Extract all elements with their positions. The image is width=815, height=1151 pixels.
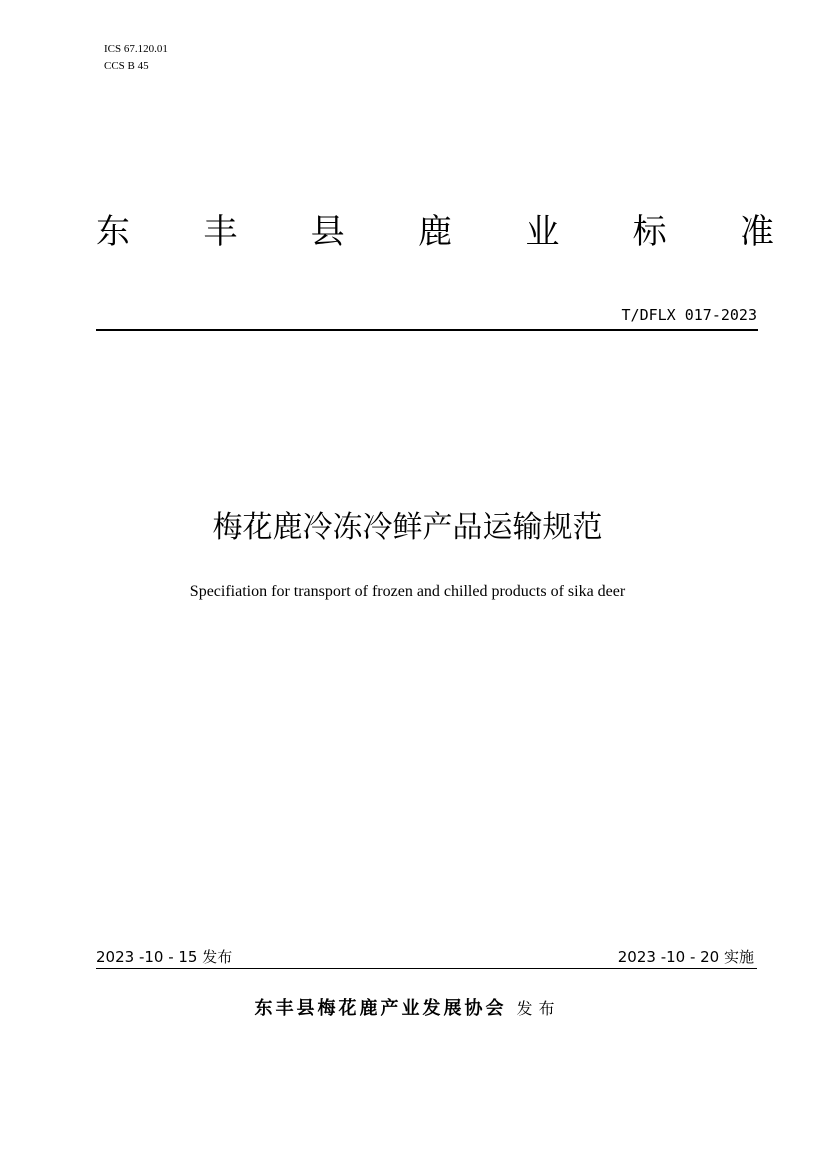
header-divider xyxy=(96,329,758,331)
standard-category-title xyxy=(96,212,774,252)
standard-title-char: 丰 xyxy=(203,212,238,252)
standard-number: T/DFLX 017-2023 xyxy=(621,306,757,324)
ics-code: ICS 67.120.01 xyxy=(104,43,168,55)
standard-title-char: 标 xyxy=(632,212,667,252)
publisher-action: 发布 xyxy=(516,999,561,1018)
implement-date: 2023 -10 - 20 实施 xyxy=(617,948,754,966)
standard-title-char: 县 xyxy=(310,212,345,252)
document-subtitle: Specifiation for transport of frozen and chilled products of sika deer xyxy=(189,583,626,600)
publish-date: 2023 -10 - 15 发布 xyxy=(96,948,233,966)
standard-title-char: 业 xyxy=(525,212,560,252)
standard-title-char: 准 xyxy=(739,212,774,252)
ccs-code: CCS B 45 xyxy=(104,60,149,72)
classification-codes xyxy=(104,41,168,75)
document-title: 梅花鹿冷冻冷鲜产品运输规范 xyxy=(212,510,603,545)
standard-title-char: 鹿 xyxy=(417,212,452,252)
footer-divider xyxy=(96,968,757,969)
standard-title-char: 东 xyxy=(96,212,130,252)
publisher-line xyxy=(0,996,815,1022)
publisher-organization: 东丰县梅花鹿产业发展协会 xyxy=(254,998,507,1019)
